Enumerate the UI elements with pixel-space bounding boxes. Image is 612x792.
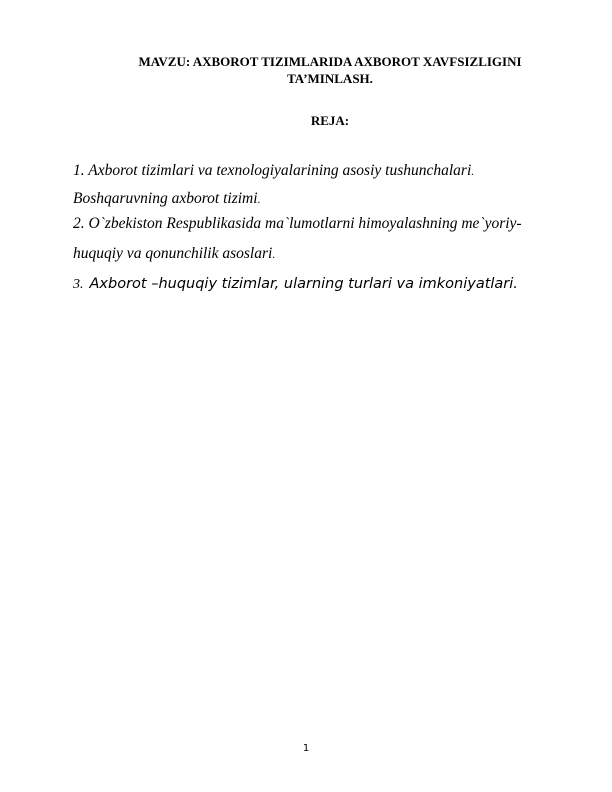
plan-item-2-continued: [73, 244, 275, 264]
plan-item-1b-end: .: [257, 192, 261, 206]
plan-item-1: [73, 161, 474, 181]
plan-item-3-number: 3.: [73, 277, 84, 292]
plan-item-2b-text: huquqiy va qonunchilik asoslari: [73, 245, 273, 262]
plan-item-2: [73, 214, 522, 234]
document-title-line-1: MAVZU: AXBOROT TIZIMLARIDA AXBOROT XAVFSIZLIGINI: [138, 54, 522, 69]
document-title-line-2: TA’MINLASH.: [287, 71, 373, 86]
plan-item-1-text: 1. Axborot tizimlari va texnologiyalarining asosiy tushunchalari: [73, 162, 472, 179]
plan-item-1-end: .: [471, 164, 475, 178]
plan-item-3: [73, 274, 518, 295]
plan-item-1b-text: Boshqaruvning axborot tizimi: [73, 190, 258, 207]
page-number: 1: [302, 743, 310, 754]
plan-item-1-continued: [73, 189, 261, 209]
plan-item-2b-end: .: [272, 247, 276, 261]
plan-item-2-text: 2. O`zbekiston Respublikasida ma`lumotlarni himoyalashning me`yoriy-: [73, 215, 522, 232]
plan-heading: REJA:: [310, 113, 350, 128]
plan-item-3-text: Axborot –huquqiy tizimlar, ularning turlari va imkoniyatlari.: [89, 276, 518, 292]
